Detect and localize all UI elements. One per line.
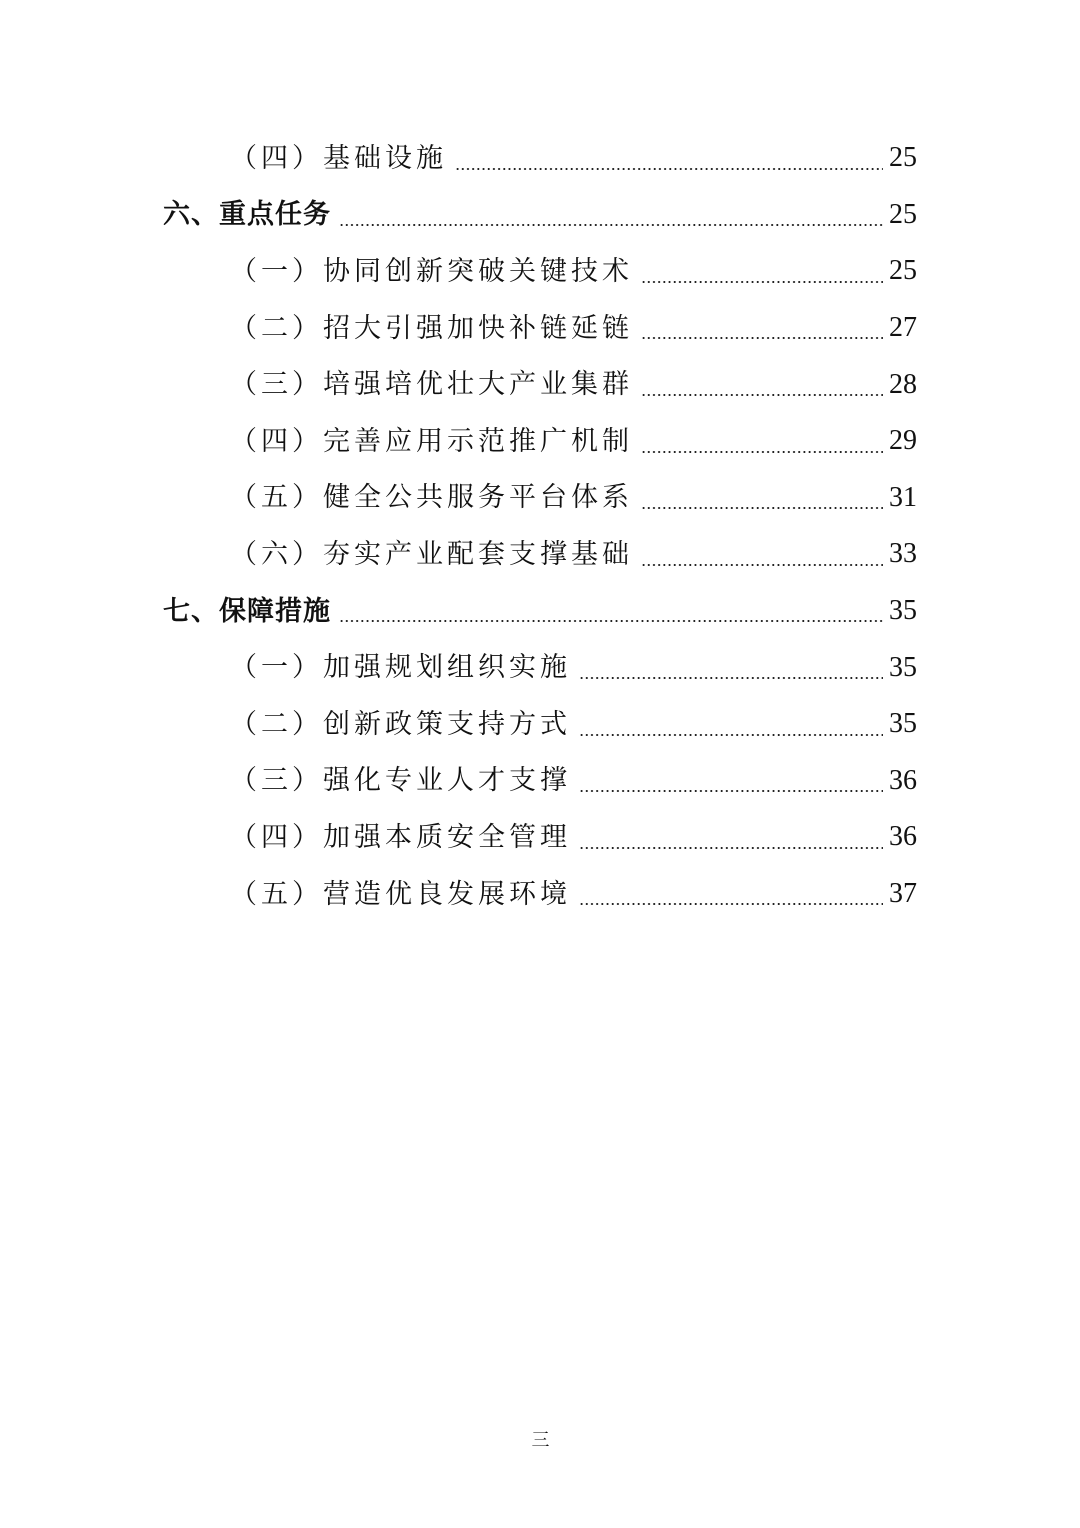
toc-entry-collaborative-innovation[interactable] — [0, 243, 1080, 300]
toc-leader-dots — [579, 847, 883, 849]
toc-entry-planning-organization[interactable] — [0, 639, 1080, 696]
toc-entry-label: （三）强化专业人才支撑 — [230, 765, 571, 797]
toc-entry-public-service-platform[interactable] — [0, 470, 1080, 527]
toc-leader-dots — [641, 507, 883, 509]
toc-entry-page: 35 — [889, 595, 917, 627]
toc-entry-page: 36 — [889, 764, 917, 796]
toc-section-key-tasks[interactable] — [0, 187, 1080, 244]
toc-leader-dots — [455, 168, 883, 170]
toc-entry-page: 33 — [889, 538, 917, 570]
toc-entry-page: 35 — [889, 708, 917, 740]
toc-section-safeguards[interactable] — [0, 583, 1080, 640]
toc-entry-page: 31 — [889, 481, 917, 513]
toc-leader-dots — [641, 337, 883, 339]
toc-entry-industry-clusters[interactable] — [0, 356, 1080, 413]
toc-entry-label: （二）创新政策支持方式 — [230, 708, 571, 740]
toc-entry-label: （六）夯实产业配套支撑基础 — [230, 538, 633, 570]
toc-entry-label: （五）营造优良发展环境 — [230, 878, 571, 910]
toc-leader-dots — [579, 734, 883, 736]
toc-entry-page: 27 — [889, 312, 917, 344]
toc-entry-attract-investment[interactable] — [0, 300, 1080, 357]
toc-leader-dots — [579, 903, 883, 905]
toc-entry-label: （四）加强本质安全管理 — [230, 821, 571, 853]
toc-leader-dots — [579, 790, 883, 792]
toc-entry-label: （四）完善应用示范推广机制 — [230, 425, 633, 457]
toc-entry-safety-management[interactable] — [0, 809, 1080, 866]
toc-entry-supporting-foundation[interactable] — [0, 526, 1080, 583]
toc-leader-dots — [579, 677, 883, 679]
toc-section-label: 七、保障措施 — [163, 595, 331, 627]
toc-entry-talent-support[interactable] — [0, 753, 1080, 810]
toc-leader-dots — [641, 564, 883, 566]
toc-leader-dots — [641, 394, 883, 396]
toc-entry-policy-support[interactable] — [0, 696, 1080, 753]
toc-entry-page: 29 — [889, 425, 917, 457]
toc-leader-dots — [641, 451, 883, 453]
toc-entry-application-demo[interactable] — [0, 413, 1080, 470]
toc-entry-infrastructure[interactable] — [0, 130, 1080, 187]
toc-entry-label: （四）基础设施 — [230, 142, 447, 174]
toc-leader-dots — [339, 224, 883, 226]
toc-entry-development-environment[interactable] — [0, 866, 1080, 923]
toc-entry-label: （一）协同创新突破关键技术 — [230, 255, 633, 287]
toc-entry-page: 35 — [889, 651, 917, 683]
toc-entry-label: （三）培强培优壮大产业集群 — [230, 369, 633, 401]
toc-entry-page: 37 — [889, 878, 917, 910]
toc-entry-page: 36 — [889, 821, 917, 853]
toc-entry-label: （二）招大引强加快补链延链 — [230, 312, 633, 344]
toc-leader-dots — [641, 281, 883, 283]
table-of-contents — [0, 130, 1080, 922]
toc-leader-dots — [339, 620, 883, 622]
toc-entry-page: 25 — [889, 142, 917, 174]
toc-entry-page: 28 — [889, 368, 917, 400]
toc-entry-label: （五）健全公共服务平台体系 — [230, 482, 633, 514]
toc-entry-label: （一）加强规划组织实施 — [230, 652, 571, 684]
toc-section-label: 六、重点任务 — [163, 199, 331, 231]
toc-entry-page: 25 — [889, 198, 917, 230]
page-number: 三 — [531, 1430, 549, 1451]
toc-entry-page: 25 — [889, 255, 917, 287]
